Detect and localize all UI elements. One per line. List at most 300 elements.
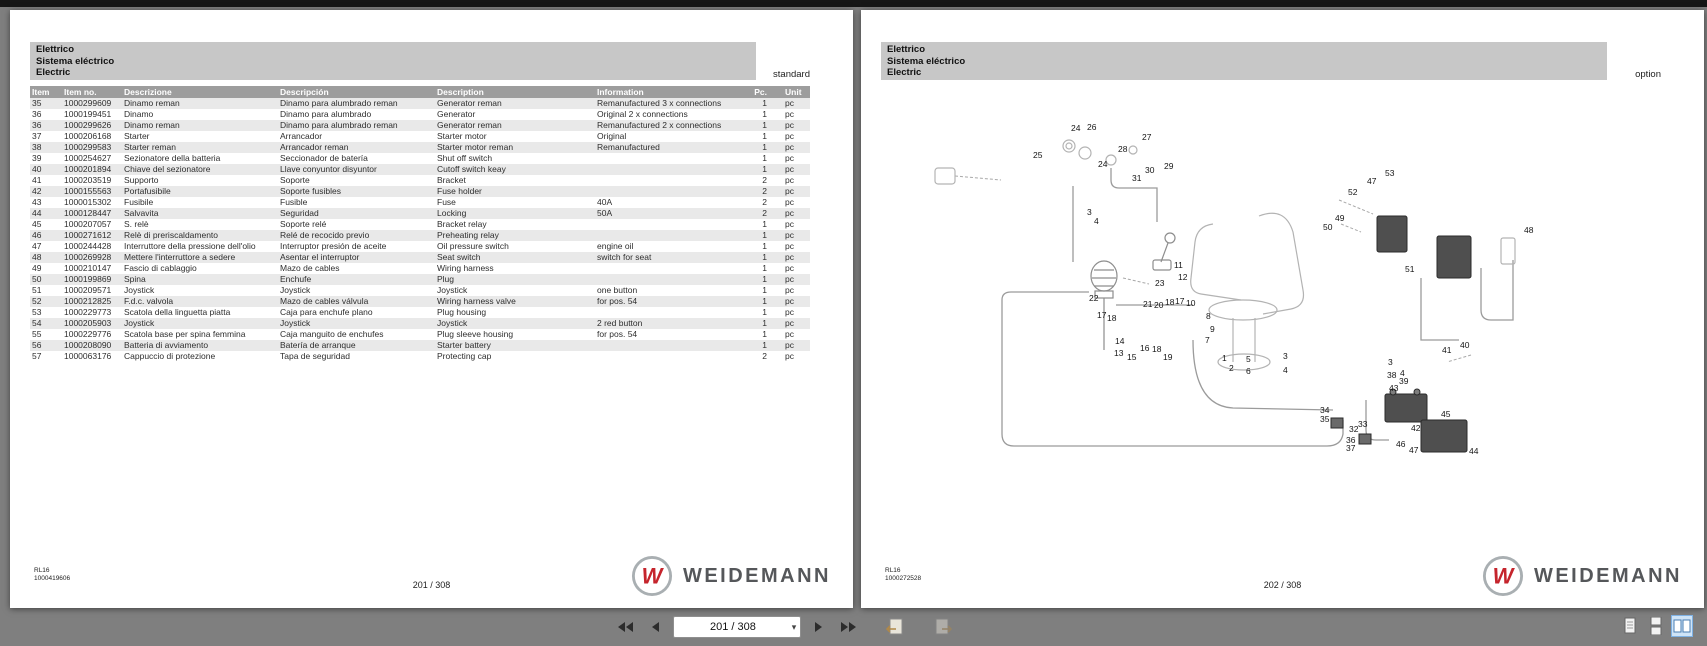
table-cell: pc	[785, 307, 794, 317]
viewer-toolbar	[615, 616, 955, 638]
table-cell: 50A	[597, 208, 613, 218]
table-row	[30, 296, 810, 307]
table-cell: 47	[32, 241, 42, 251]
table-cell: pc	[785, 252, 794, 262]
table-cell: pc	[785, 274, 794, 284]
weidemann-logo	[631, 555, 831, 597]
table-cell: pc	[785, 340, 794, 350]
table-cell: Joystick	[437, 285, 468, 295]
table-cell	[595, 164, 745, 175]
diagram-callout: 49	[1335, 213, 1345, 223]
table-cell	[595, 153, 745, 164]
table-cell: Oil pressure switch	[437, 241, 509, 251]
table-cell: Preheating relay	[437, 230, 499, 240]
table-cell: Fusible	[280, 197, 308, 207]
table-cell: 1	[762, 131, 767, 141]
previous-page-button[interactable]	[647, 619, 663, 635]
table-row	[30, 329, 810, 340]
table-row	[30, 351, 810, 362]
diagram-callout: 10	[1186, 298, 1196, 308]
table-cell: Fascio di cablaggio	[124, 263, 197, 273]
next-page-button[interactable]	[811, 619, 827, 635]
diagram-callout: 28	[1118, 144, 1128, 154]
page-number-dropdown-caret[interactable]: ▾	[791, 621, 797, 632]
page-number-input[interactable]	[673, 616, 801, 638]
table-row	[30, 186, 810, 197]
table-cell: 39	[32, 153, 42, 163]
last-page-icon	[839, 621, 857, 633]
diagram-callout: 12	[1178, 272, 1188, 282]
header-descripcion: Descripción	[278, 86, 435, 98]
diagram-callout: 42	[1411, 423, 1421, 433]
diagram-callout: 50	[1323, 222, 1333, 232]
table-cell: Dinamo reman	[124, 120, 180, 130]
diagram-callout: 24	[1098, 159, 1108, 169]
table-cell: engine oil	[597, 241, 634, 251]
table-cell: 56	[32, 340, 42, 350]
table-row	[30, 307, 810, 318]
table-cell: pc	[785, 131, 794, 141]
table-cell: Fuse	[437, 197, 456, 207]
model-code: RL16	[34, 567, 50, 574]
table-row	[30, 241, 810, 252]
table-cell	[595, 340, 745, 351]
table-cell: 1	[762, 329, 767, 339]
table-cell: 1000015302	[64, 197, 112, 207]
header-item: Item	[30, 86, 62, 98]
table-cell	[595, 186, 745, 197]
table-cell	[595, 274, 745, 285]
table-cell: Caja para enchufe plano	[280, 307, 373, 317]
diagram-callout: 19	[1163, 352, 1173, 362]
table-cell: 1000299609	[64, 98, 112, 108]
variant-label-standard: standard	[773, 69, 810, 80]
diagram-callout: 36	[1346, 435, 1356, 445]
table-cell: Joystick	[280, 318, 311, 328]
title-english: Electric	[36, 67, 71, 78]
table-cell	[595, 351, 745, 362]
diagram-callout: 22	[1089, 293, 1099, 303]
table-cell: 51	[32, 285, 42, 295]
title-spanish: Sistema eléctrico	[36, 55, 115, 67]
table-cell: Generator reman	[437, 98, 502, 108]
page-layout-buttons	[1619, 615, 1693, 637]
table-cell: 1000199451	[64, 109, 112, 119]
header-pc: Pc.	[745, 86, 775, 98]
table-cell: Dinamo para alumbrado reman	[280, 98, 398, 108]
table-cell: 55	[32, 329, 42, 339]
table-cell: 43	[32, 197, 42, 207]
table-cell: Seccionador de batería	[280, 153, 368, 163]
table-cell: 1	[762, 252, 767, 262]
table-cell: 1	[762, 164, 767, 174]
document-number: 1000419606	[34, 575, 71, 582]
table-cell: 1000205903	[64, 318, 112, 328]
diagram-callout: 3	[1283, 351, 1288, 361]
pdf-page-right	[861, 10, 1704, 608]
table-cell: 1	[762, 274, 767, 284]
table-row	[30, 142, 810, 153]
table-cell	[595, 263, 745, 274]
table-row	[30, 285, 810, 296]
table-cell: Enchufe	[280, 274, 312, 284]
table-cell: Tapa de seguridad	[280, 351, 350, 361]
table-cell: 36	[32, 120, 42, 130]
table-cell: Interruptor presión de aceite	[280, 241, 387, 251]
table-row	[30, 164, 810, 175]
table-cell: Cutoff switch keay	[437, 164, 506, 174]
table-cell: F.d.c. valvola	[124, 296, 174, 306]
battery-box-2	[1421, 420, 1467, 452]
pdf-page-left	[10, 10, 853, 608]
diagram-callout: 45	[1441, 409, 1451, 419]
table-cell: pc	[785, 120, 794, 130]
table-cell: 1	[762, 153, 767, 163]
leader-lines	[955, 176, 1471, 362]
table-cell: pc	[785, 142, 794, 152]
table-cell: 1	[762, 318, 767, 328]
diagram-callout: 40	[1460, 340, 1470, 350]
diagram-callout: 1	[1222, 353, 1227, 363]
diagram-callout: 21	[1143, 299, 1153, 309]
relay-box-2	[1437, 236, 1471, 278]
table-cell: 2 red button	[597, 318, 643, 328]
table-cell: Plug	[437, 274, 455, 284]
table-cell: switch for seat	[597, 252, 652, 262]
first-page-button[interactable]	[615, 619, 637, 635]
table-cell: Soporte fusibles	[280, 186, 341, 196]
table-cell: Remanufactured	[597, 142, 660, 152]
table-cell	[595, 307, 745, 318]
diagram-callout: 4	[1400, 368, 1405, 378]
table-cell: Scatola della linguetta piatta	[124, 307, 231, 317]
diagram-callout: 53	[1385, 168, 1395, 178]
table-cell: pc	[785, 153, 794, 163]
table-cell: Salvavita	[124, 208, 159, 218]
table-cell: Original 2 x connections	[597, 109, 688, 119]
table-cell: Wiring harness valve	[437, 296, 516, 306]
table-cell: Mazo de cables válvula	[280, 296, 369, 306]
table-cell: 38	[32, 142, 42, 152]
table-cell: Bracket	[437, 175, 466, 185]
table-cell: 37	[32, 131, 42, 141]
table-cell: Dinamo para alumbrado	[280, 109, 372, 119]
table-cell: 35	[32, 98, 42, 108]
diagram-callout: 34	[1320, 405, 1330, 415]
table-cell: 1000201894	[64, 164, 112, 174]
diagram-callout: 35	[1320, 414, 1330, 424]
table-cell: Fuse holder	[437, 186, 482, 196]
table-cell: Asentar el interruptor	[280, 252, 360, 262]
diagram-callout: 23	[1155, 278, 1165, 288]
table-cell: Dinamo reman	[124, 98, 180, 108]
table-cell: Joystick	[437, 318, 468, 328]
table-cell: Bracket relay	[437, 219, 487, 229]
diagram-callout: 25	[1033, 150, 1043, 160]
table-row	[30, 98, 810, 109]
table-cell: pc	[785, 98, 794, 108]
table-cell: Batteria di avviamento	[124, 340, 209, 350]
next-view-button[interactable]	[931, 616, 955, 638]
table-cell: pc	[785, 197, 794, 207]
table-cell: 1	[762, 142, 767, 152]
table-cell: S. relè	[124, 219, 149, 229]
table-cell: pc	[785, 318, 794, 328]
weidemann-logo-mark	[631, 555, 673, 597]
machine-outline	[935, 140, 1515, 370]
table-cell: 1000155563	[64, 186, 112, 196]
table-row	[30, 208, 810, 219]
diagram-callout: 32	[1349, 424, 1359, 434]
next-view-icon	[933, 618, 953, 636]
table-cell: pc	[785, 230, 794, 240]
table-row	[30, 109, 810, 120]
table-cell: pc	[785, 175, 794, 185]
diagram-callout: 47	[1367, 176, 1377, 186]
table-cell: 1000299583	[64, 142, 112, 152]
page-number-label: 202 / 308	[1263, 580, 1302, 590]
table-cell: pc	[785, 241, 794, 251]
diagram-callout: 9	[1210, 324, 1215, 334]
battery-terminal	[1414, 389, 1420, 395]
table-cell: Dinamo para alumbrado reman	[280, 120, 398, 130]
table-row	[30, 175, 810, 186]
previous-view-button[interactable]	[883, 616, 907, 638]
table-cell: 2	[762, 175, 767, 185]
table-cell: 1	[762, 296, 767, 306]
facing-pages-view-icon	[1673, 617, 1691, 635]
joystick-sketch	[1153, 233, 1175, 270]
table-cell: Mazo de cables	[280, 263, 340, 273]
table-cell: Generator reman	[437, 120, 502, 130]
table-cell: Starter battery	[437, 340, 491, 350]
exploded-parts-diagram	[861, 10, 1704, 608]
diagram-callout: 20	[1154, 300, 1164, 310]
table-cell: 50	[32, 274, 42, 284]
diagram-callout: 15	[1127, 352, 1137, 362]
table-cell: 40	[32, 164, 42, 174]
table-cell: pc	[785, 296, 794, 306]
table-cell: Cappuccio di protezione	[124, 351, 216, 361]
table-row	[30, 263, 810, 274]
diagram-callout: 5	[1246, 354, 1251, 364]
table-cell: 48	[32, 252, 42, 262]
table-cell: 1000207057	[64, 219, 112, 229]
table-cell: Starter motor	[437, 131, 487, 141]
table-cell: Arrancador	[280, 131, 323, 141]
table-cell: Starter	[124, 131, 150, 141]
diagram-callout: 8	[1206, 311, 1211, 321]
single-page-view-icon	[1622, 617, 1638, 635]
diagram-callout: 16	[1140, 343, 1150, 353]
table-cell: 1000271612	[64, 230, 112, 240]
table-cell: 1000254627	[64, 153, 112, 163]
diagram-callout: 31	[1132, 173, 1142, 183]
last-page-button[interactable]	[837, 619, 859, 635]
logo-w-icon: W	[1492, 563, 1514, 589]
table-cell: Starter motor reman	[437, 142, 514, 152]
header-description: Description	[435, 86, 595, 98]
table-cell: 2	[762, 186, 767, 196]
table-cell: 1	[762, 120, 767, 130]
table-cell: Supporto	[124, 175, 159, 185]
window-top-strip	[0, 0, 1707, 7]
facing-pages-view-button[interactable]	[1671, 615, 1693, 637]
table-row	[30, 197, 810, 208]
header-item-no: Item no.	[62, 86, 122, 98]
diagram-callout: 37	[1346, 443, 1356, 453]
table-cell: pc	[785, 164, 794, 174]
diagram-callout: 17	[1097, 310, 1107, 320]
first-page-icon	[617, 621, 635, 633]
brand-wordmark: WEIDEMANN	[1533, 564, 1682, 587]
table-cell: pc	[785, 263, 794, 273]
table-cell: Joystick	[124, 318, 155, 328]
table-cell: Fusibile	[124, 197, 154, 207]
table-cell: Scatola base per spina femmina	[124, 329, 246, 339]
table-header-row	[30, 86, 810, 98]
diagram-callout: 2	[1229, 363, 1234, 373]
page-number-label: 201 / 308	[412, 580, 451, 590]
next-page-icon	[813, 621, 825, 633]
table-cell: Starter reman	[124, 142, 176, 152]
table-cell: 49	[32, 263, 42, 273]
diagram-callout: 30	[1145, 165, 1155, 175]
diagram-callout: 17	[1175, 296, 1185, 306]
diagram-callout: 4	[1283, 365, 1288, 375]
table-cell: Llave conyuntor disyuntor	[280, 164, 377, 174]
table-cell: 1	[762, 230, 767, 240]
table-cell: Generator	[437, 109, 476, 119]
table-cell: for pos. 54	[597, 329, 638, 339]
diagram-callout: 18	[1165, 297, 1175, 307]
diagram-callout: 14	[1115, 336, 1125, 346]
relay-box-1	[1377, 216, 1407, 252]
table-cell: Seat switch	[437, 252, 481, 262]
table-cell: pc	[785, 208, 794, 218]
weidemann-logo-mark	[1482, 555, 1524, 597]
table-cell: 1	[762, 263, 767, 273]
table-cell: 1000206168	[64, 131, 112, 141]
weidemann-logo	[1482, 555, 1682, 597]
table-cell: 2	[762, 197, 767, 207]
parts-table	[30, 86, 810, 362]
single-page-view-button[interactable]	[1619, 615, 1641, 637]
diagram-callout: 46	[1396, 439, 1406, 449]
table-cell: for pos. 54	[597, 296, 638, 306]
table-cell	[595, 230, 745, 241]
connector-cube-2	[1359, 434, 1371, 444]
table-cell: Joystick	[124, 285, 155, 295]
table-row	[30, 252, 810, 263]
table-cell: 1000209571	[64, 285, 112, 295]
table-cell: 1000229773	[64, 307, 112, 317]
title-english: Electric	[887, 67, 922, 78]
page-number-value: 201 / 308	[710, 621, 756, 633]
diagram-callout: 29	[1164, 161, 1174, 171]
table-cell: pc	[785, 186, 794, 196]
diagram-callout: 51	[1405, 264, 1415, 274]
table-cell: 53	[32, 307, 42, 317]
table-cell: 41	[32, 175, 42, 185]
table-cell: 42	[32, 186, 42, 196]
connector-box-outline	[935, 168, 955, 184]
table-cell: pc	[785, 109, 794, 119]
table-cell: Arrancador reman	[280, 142, 349, 152]
table-cell: 1000208090	[64, 340, 112, 350]
diagram-callout: 7	[1205, 335, 1210, 345]
table-cell	[595, 175, 745, 186]
table-cell: 1	[762, 219, 767, 229]
table-cell: 1000063176	[64, 351, 112, 361]
document-number: 1000272528	[885, 575, 922, 582]
previous-view-icon	[885, 618, 905, 636]
continuous-view-icon	[1648, 617, 1664, 635]
wiring-harness-lines	[1002, 168, 1513, 446]
header-descrizione: Descrizione	[122, 86, 278, 98]
table-cell: 45	[32, 219, 42, 229]
table-cell: 1	[762, 241, 767, 251]
diagram-callout: 13	[1114, 348, 1124, 358]
table-cell: Plug sleeve housing	[437, 329, 514, 339]
diagram-callout: 11	[1174, 260, 1183, 270]
section-title-band	[30, 42, 756, 80]
table-cell: one button	[597, 285, 638, 295]
table-cell: 1000203519	[64, 175, 112, 185]
table-row	[30, 340, 810, 351]
brand-wordmark: WEIDEMANN	[682, 564, 831, 587]
model-code: RL16	[885, 567, 901, 574]
table-cell	[595, 219, 745, 230]
table-cell: 1000210147	[64, 263, 112, 273]
title-spanish: Sistema eléctrico	[887, 55, 966, 67]
table-row	[30, 274, 810, 285]
table-row	[30, 153, 810, 164]
table-cell: 1	[762, 109, 767, 119]
table-cell: pc	[785, 351, 794, 361]
table-cell: 1000212825	[64, 296, 112, 306]
logo-w-icon: W	[641, 563, 663, 589]
connector-cube-1	[1331, 418, 1343, 428]
table-cell: Dinamo	[124, 109, 154, 119]
table-cell: Portafusibile	[124, 186, 171, 196]
continuous-view-button[interactable]	[1645, 615, 1667, 637]
table-cell: Caja manguito de enchufes	[280, 329, 384, 339]
table-cell: pc	[785, 285, 794, 295]
table-row	[30, 318, 810, 329]
table-cell: 36	[32, 109, 42, 119]
table-cell: 1000199869	[64, 274, 112, 284]
table-cell: 2	[762, 351, 767, 361]
table-row	[30, 131, 810, 142]
table-cell: 54	[32, 318, 42, 328]
previous-page-icon	[649, 621, 661, 633]
diagram-callout: 52	[1348, 187, 1358, 197]
table-cell: Sezionatore della batteria	[124, 153, 221, 163]
diagram-callout: 18	[1152, 344, 1162, 354]
table-cell: Plug housing	[437, 307, 487, 317]
diagram-callout: 47	[1409, 445, 1419, 455]
variant-label-option: option	[1635, 69, 1661, 80]
table-cell: Locking	[437, 208, 467, 218]
table-cell: Joystick	[280, 285, 311, 295]
table-cell: 1	[762, 307, 767, 317]
table-cell: Interruttore della pressione dell'olio	[124, 241, 256, 251]
table-row	[30, 230, 810, 241]
table-cell: Shut off switch	[437, 153, 493, 163]
diagram-callout: 24	[1071, 123, 1081, 133]
table-cell: 2	[762, 208, 767, 218]
